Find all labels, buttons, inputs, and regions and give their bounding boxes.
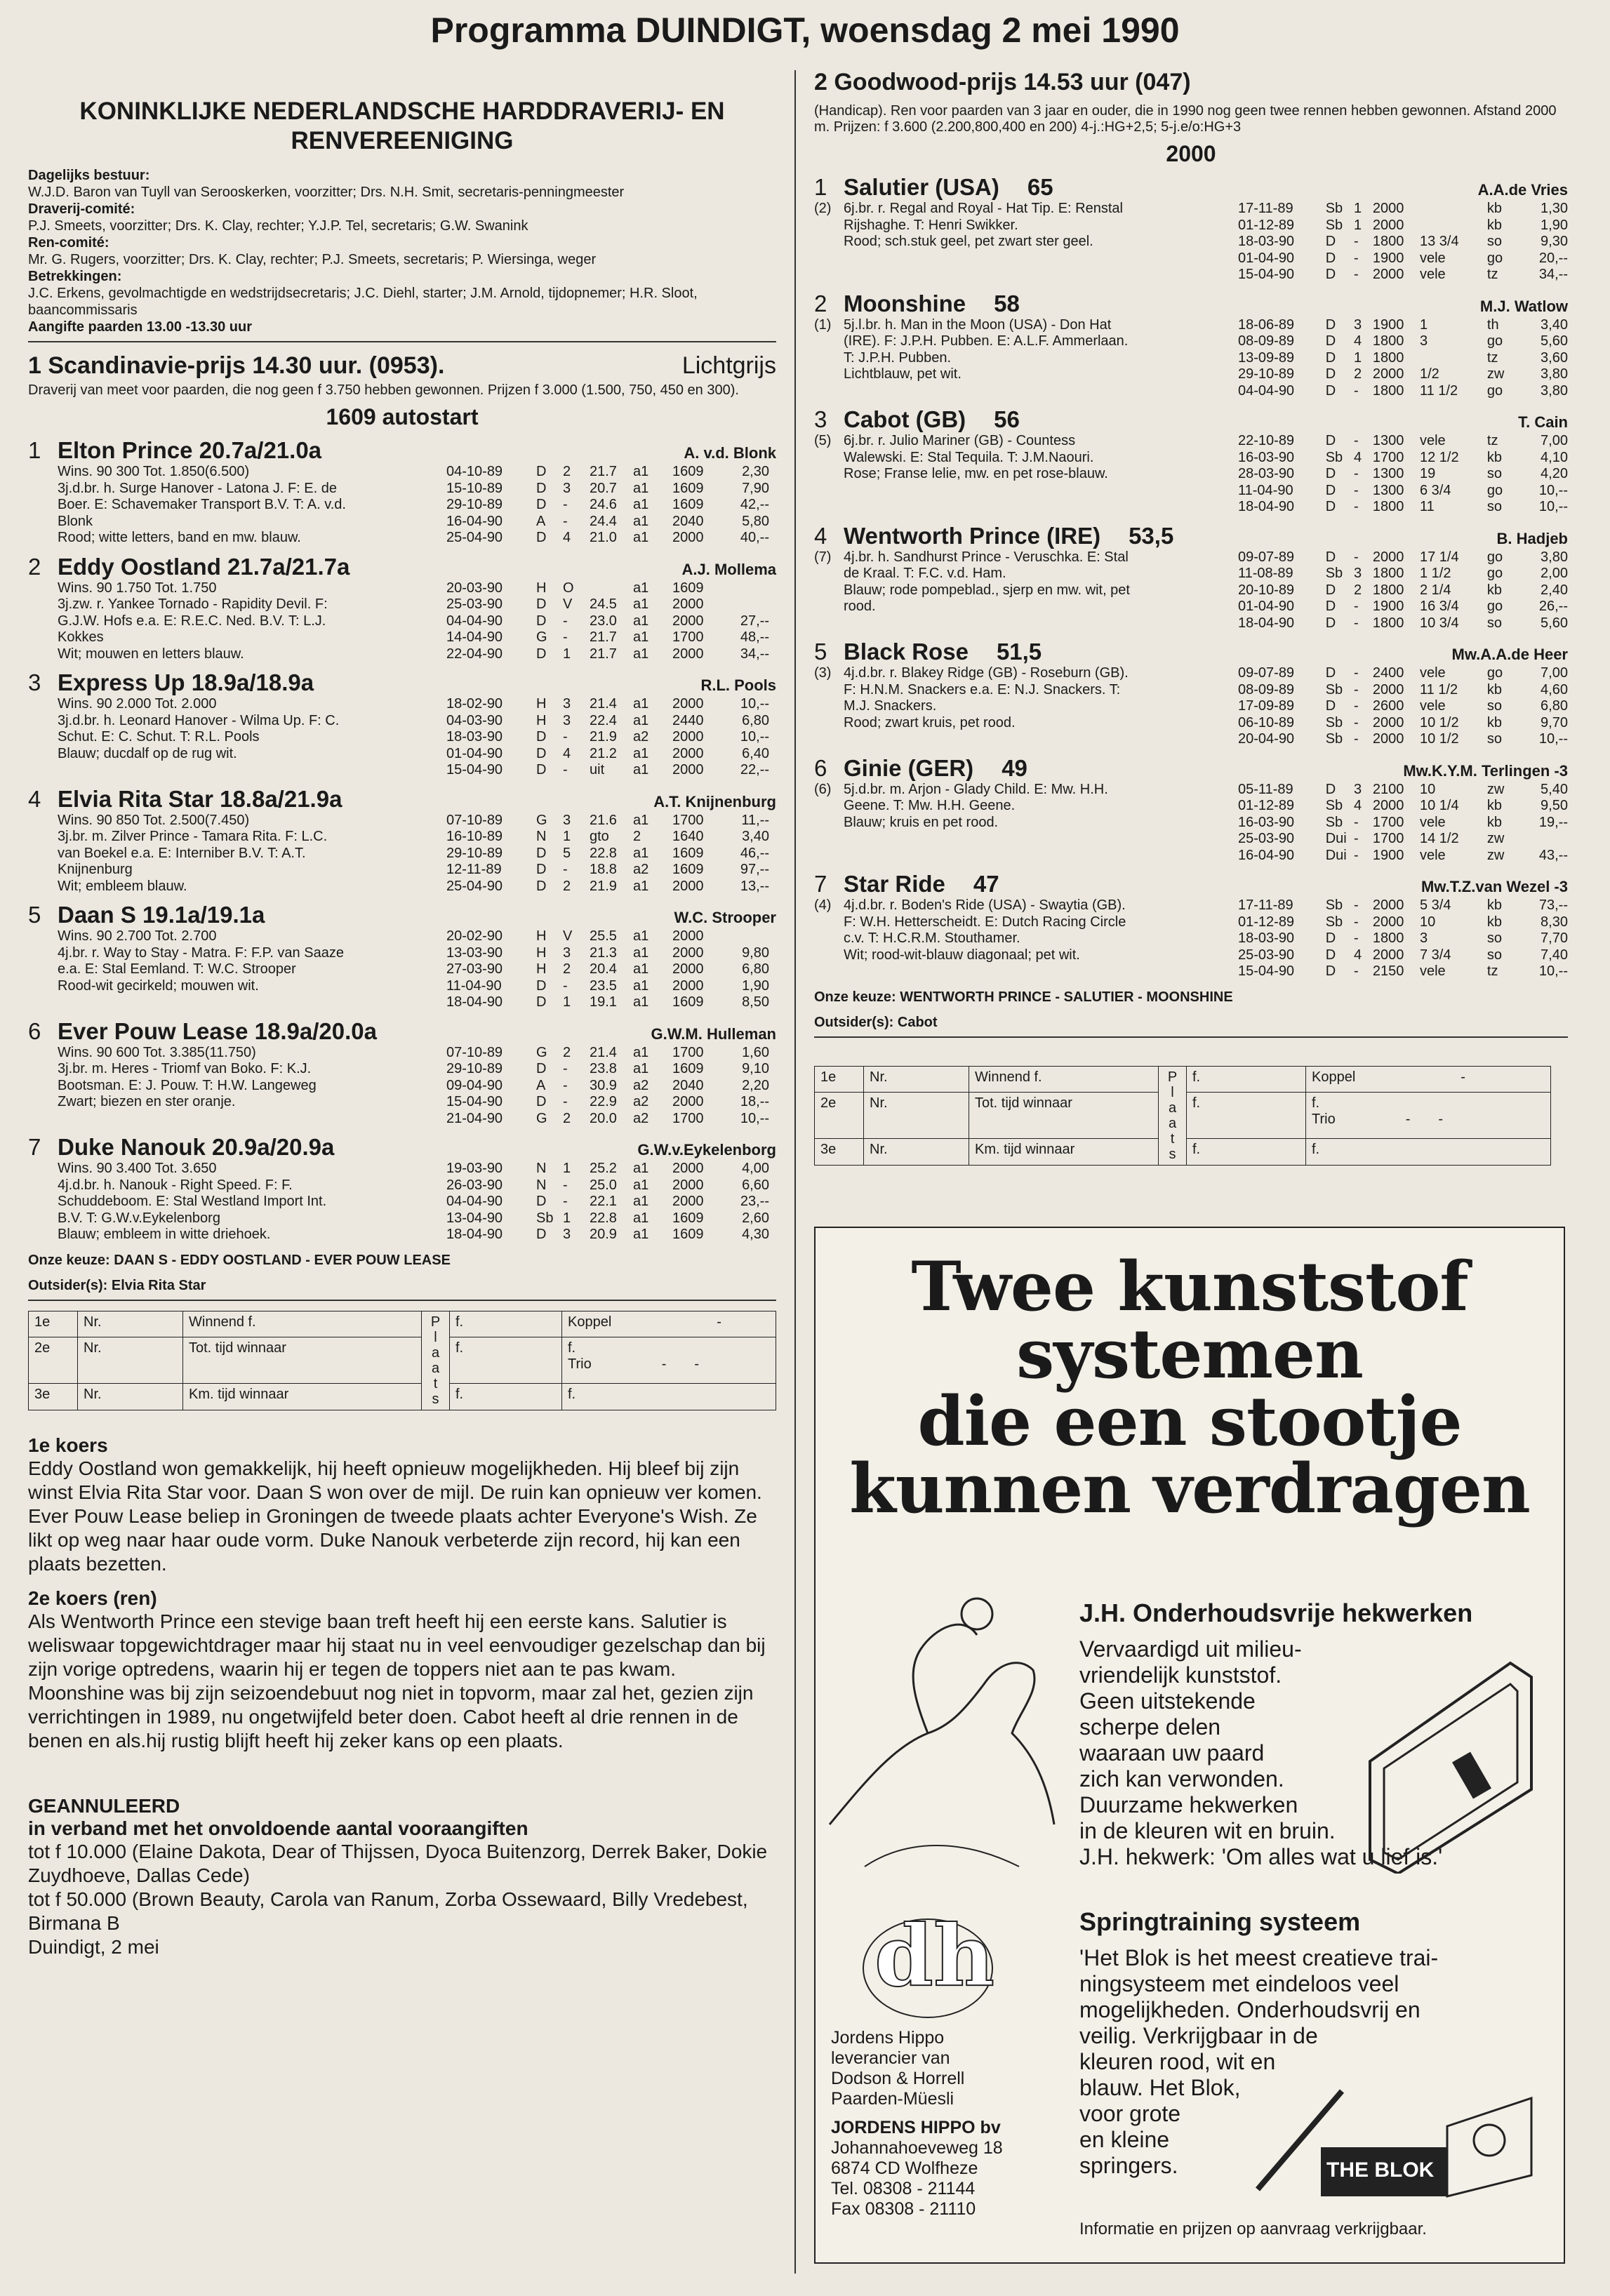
koers2-text: Als Wentworth Prince een stevige baan treft heeft hij een eerste kans. Salutier is weliswaar topgewichtdrager maar hij staat nu in veel eenvoudiger gezelschap dan bij zijn vorige optredens, waarin hij er tegen de toppers niet aan te pas kwam. Moonshine was bij zijn seizoendebuut nog niet in topvorm, maar zal het, gezien zijn verrichtingen in 1989, nu ongetwijfeld beter doen. Cabot heeft al drie rennen in de benen en als.hij rustig blijft heeft hij zeker kans op een plaats.	[28, 1610, 766, 1751]
result-row: 01-12-89 Sb - 2000 10 kb 8,30	[1238, 914, 1568, 930]
result-row: 26-03-90 N - 25.0 a1 2000 6,60	[446, 1177, 769, 1193]
bet-rank: 3e	[815, 1138, 864, 1165]
horse-results	[1238, 897, 1568, 980]
ad-sub1: J.H. Onderhoudsvrije hekwerken	[1079, 1598, 1473, 1627]
fence-icon	[1356, 1649, 1545, 1874]
result-row: 25-04-90 D 2 21.9 a1 2000 13,--	[446, 878, 769, 894]
ad-headline: Twee kunststof systemen die een stootje kunnen verdragen	[849, 1247, 1530, 1528]
bet-nr: Nr.	[864, 1093, 969, 1138]
result-row: 01-04-90 D - 1900 16 3/4 go 26,--	[1238, 599, 1568, 614]
bet-nr: Nr.	[864, 1138, 969, 1165]
horse-results	[446, 696, 776, 779]
result-row: 04-04-90 D - 23.0 a1 2000 27,--	[446, 613, 769, 629]
result-row: 20-02-90 H V 25.5 a1 2000	[446, 928, 704, 944]
bet-f: f.	[450, 1337, 562, 1383]
horse-entry	[814, 406, 1568, 516]
result-row: 18-03-90 D - 1800 13 3/4 so 9,30	[1238, 234, 1568, 249]
horse-post	[28, 928, 58, 1011]
ad-footer: Informatie en prijzen op aanvraag verkrijgbaar.	[1079, 2220, 1427, 2238]
result-row: 18-03-90 D - 21.9 a2 2000 10,--	[446, 729, 769, 745]
race2-distance: 2000	[1166, 141, 1216, 166]
horse-post	[28, 580, 58, 663]
dagelijks-text: W.J.D. Baron van Tuyll van Serooskerken, voorzitter; Drs. N.H. Smit, secretaris-penningmeester	[28, 185, 625, 200]
result-row: 18-03-90 D - 1800 3 so 7,70	[1238, 930, 1568, 946]
bet-f: f.	[450, 1311, 562, 1337]
horse-info: 5j.d.br. m. Arjon - Glady Child. E: Mw. H.H. Geene. T: Mw. H.H. Geene. Blauw; kruis en pet rood.	[844, 781, 1108, 830]
horse-driver: G.W.v.Eykelenborg	[637, 1141, 776, 1159]
horse-name: 6 Ever Pouw Lease 18.9a/20.0a	[28, 1017, 377, 1044]
divider	[28, 1300, 776, 1301]
advertisement	[814, 1227, 1565, 2264]
org-title: KONINKLIJKE NEDERLANDSCHE HARDDRAVERIJ- EN RENVEREENIGING	[79, 98, 725, 154]
horse-name: 5 Daan S 19.1a/19.1a	[28, 902, 265, 928]
result-row: 16-03-90 Sb 4 1700 12 1/2 kb 4,10	[1238, 449, 1568, 465]
horse-jumping-illustration	[823, 1572, 1075, 1881]
horse-post: (4)	[814, 897, 832, 913]
result-row: 20-10-89 D 2 1800 2 1/4 kb 2,40	[1238, 582, 1568, 598]
geannuleerd-section	[28, 1795, 776, 1959]
bet-table-race2	[814, 1066, 1551, 1166]
result-row: 18-06-89 D 3 1900 1 th 3,40	[1238, 316, 1568, 333]
horse-post	[28, 1161, 58, 1243]
horse-info: 6j.br. r. Julio Mariner (GB) - Countess Walewski. E: Stal Tequila. T: J.M.Naouri. Rose; Franse lelie, mw. en pet rose-blauw.	[844, 433, 1108, 481]
ad-sub2: Springtraining systeem	[1079, 1907, 1361, 1936]
geannuleerd-line1: tot f 10.000 (Elaine Dakota, Dear of Thijssen, Dyoca Buitenzorg, Derrek Baker, Dokie Zuydhoeve, Dallas Cede)	[28, 1840, 768, 1886]
horse-results	[1238, 201, 1568, 283]
horse-post: (2)	[814, 201, 832, 216]
bet-nr: Nr.	[78, 1383, 183, 1410]
geannuleerd-line3: Duindigt, 2 mei	[28, 1935, 159, 1958]
horse-info: 4j.br. h. Sandhurst Prince - Veruschka. E: Stal de Kraal. T: F.C. v.d. Ham. Blauw; rode pompeblad., sjerp en mw. wit, pet rood.	[844, 549, 1130, 614]
result-row: 25-04-90 D 4 21.0 a1 2000 40,--	[446, 530, 769, 545]
horse-results	[446, 580, 776, 663]
divider	[28, 341, 776, 342]
horse-results	[446, 464, 776, 547]
dagelijks-label: Dagelijks bestuur:	[28, 168, 150, 183]
horse-entry	[28, 669, 776, 779]
horse-name: 2 Eddy Oostland 21.7a/21.7a	[28, 553, 350, 580]
result-row: 17-11-89 Sb 1 2000 kb 1,30	[1238, 201, 1568, 216]
result-row: 07-10-89 G 2 21.4 a1 1700 1,60	[446, 1044, 769, 1060]
horse-info: Wins. 90 600 Tot. 3.385(11.750) 3j.br. m. Heres - Triomf van Boko. F: K.J. Bootsman. E: J. Pouw. T: H.W. Langeweg Zwart; biezen en ster oranje.	[58, 1044, 317, 1109]
horse-entry	[28, 1018, 776, 1128]
result-row: 04-03-90 H 3 22.4 a1 2440 6,80	[446, 712, 769, 728]
bet-rank: 1e	[29, 1311, 78, 1337]
bet-f: f.	[1187, 1093, 1306, 1138]
horse-post: (7)	[814, 549, 832, 565]
result-row: 15-04-90 D - uit a1 2000 22,--	[446, 762, 769, 777]
horse-driver: Mw.A.A.de Heer	[1451, 646, 1568, 663]
result-row: 20-03-90 H O a1 1609	[446, 580, 704, 596]
horse-entry	[28, 554, 776, 663]
race2-keuze: Onze keuze: WENTWORTH PRINCE - SALUTIER - MOONSHINE	[814, 989, 1233, 1005]
result-row: 01-12-89 Sb 1 2000 kb 1,90	[1238, 217, 1568, 233]
bet-trio: f. Trio - -	[562, 1337, 776, 1383]
result-row: 15-04-90 D - 2000 vele tz 34,--	[1238, 267, 1568, 282]
result-row: 19-03-90 N 1 25.2 a1 2000 4,00	[446, 1161, 769, 1176]
horse-driver: A.A.de Vries	[1477, 181, 1568, 199]
horse-entry	[28, 1134, 776, 1243]
result-row: 28-03-90 D - 1300 19 so 4,20	[1238, 466, 1568, 481]
horse-post: (3)	[814, 665, 832, 681]
geannuleerd-line2: tot f 50.000 (Brown Beauty, Carola van Ranum, Zorba Ossewaard, Billy Vredebest, Birmana B	[28, 1888, 748, 1934]
horse-name: 2 Moonshine	[814, 290, 966, 316]
bet-koppel: Koppel -	[562, 1311, 776, 1337]
horse-name: 4 Elvia Rita Star 18.8a/21.9a	[28, 785, 342, 812]
result-row: 04-04-90 D - 1800 11 1/2 go 3,80	[1238, 382, 1568, 399]
result-row: 14-04-90 G - 21.7 a1 1700 48,--	[446, 629, 769, 645]
result-row: 18-04-90 D 1 19.1 a1 1609 8,50	[446, 994, 769, 1010]
horse-info: 4j.d.br. r. Boden's Ride (USA) - Swaytia (GB). F: W.H. Hetterscheidt. E: Dutch Racing Circle c.v. T: H.C.R.M. Stouthamer. Wit; rood-wit-blauw diagonaal; pet wit.	[844, 897, 1126, 963]
horse-name: 7 Star Ride	[814, 871, 945, 897]
betrek-text: J.C. Erkens, gevolmachtigde en wedstrijdsecretaris; J.C. Diehl, starter; J.M. Arnold, tijdopnemer; H.R. Sloot, baancommissaris	[28, 286, 698, 318]
betrek-label: Betrekkingen:	[28, 269, 122, 284]
horse-driver: A.T. Knijnenburg	[653, 792, 776, 810]
horse-driver: T. Cain	[1518, 413, 1568, 431]
horse-post	[28, 1045, 58, 1128]
divider	[814, 1036, 1568, 1038]
result-row: 01-04-90 D 4 21.2 a1 2000 6,40	[446, 745, 769, 761]
horse-entry	[28, 902, 776, 1011]
bet-trio: f. Trio - -	[1306, 1093, 1551, 1138]
horse-results	[1238, 665, 1568, 748]
horse-name: 1 Elton Prince 20.7a/21.0a	[28, 437, 322, 463]
result-row: 09-04-90 A - 30.9 a2 2040 2,20	[446, 1077, 769, 1093]
bet-table-race1	[28, 1311, 776, 1410]
result-row: 29-10-89 D 2 2000 1/2 zw 3,80	[1238, 366, 1568, 382]
horse-info: Wins. 90 2.000 Tot. 2.000 3j.d.br. h. Leonard Hanover - Wilma Up. F: C. Schut. E: C. Schut. T: R.L. Pools Blauw; ducdalf op de rug wit.	[58, 696, 340, 761]
ad-text2: 'Het Blok is het meest creatieve trai- ningsysteem met eindeloos veel mogelijkheden. Onderhoudsvrij en veilig. Verkrijgbaar in de kleuren rood, wit en blauw. Het Blok, voor grote en kleine springers.	[1079, 1945, 1439, 2178]
horse-driver: W.C. Strooper	[674, 909, 776, 926]
result-row: 18-04-90 D - 1800 10 3/4 so 5,60	[1238, 615, 1568, 631]
result-row: 07-10-89 G 3 21.6 a1 1700 11,--	[446, 812, 769, 828]
koers1-head: 1e koers	[28, 1434, 108, 1456]
horse-info: Wins. 90 850 Tot. 2.500(7.450) 3j.br. m. Zilver Prince - Tamara Rita. F: L.C. van Boekel e.a. E: Interniber B.V. T: A.T. Knijnenburg Wit; embleem blauw.	[58, 812, 328, 894]
result-row: 27-03-90 H 2 20.4 a1 2000 6,80	[446, 961, 769, 977]
result-row: 13-03-90 H 3 21.3 a1 2000 9,80	[446, 945, 769, 961]
result-row: 12-11-89 D - 18.8 a2 1609 97,--	[446, 862, 769, 877]
result-row: 15-04-90 D - 2150 vele tz 10,--	[1238, 963, 1568, 979]
horse-entry	[814, 871, 1568, 980]
bet-plaats: P l a a t s	[1159, 1066, 1187, 1165]
horse-entry	[28, 437, 776, 547]
geannuleerd-sub: in verband met het onvoldoende aantal vooraangiften	[28, 1817, 528, 1839]
result-row: 08-09-89 Sb - 2000 11 1/2 kb 4,60	[1238, 681, 1568, 698]
horse-weight: 49	[1002, 754, 1027, 781]
bet-km-tijd: Km. tijd winnaar	[969, 1138, 1159, 1165]
koers1-text: Eddy Oostland won gemakkelijk, hij heeft opnieuw mogelijkheden. Hij bleef bij zijn winst Elvia Rita Star voor. Daan S won over de mijl. De ruin kan opnieuw ver komen. Ever Pouw Lease beliep in Groningen de tweede plaats achter Everyone's Wish. Ze likt op weg naar haar oude vorm. Duke Nanouk verbeterde zijn record, hij kan een plaats bezetten.	[28, 1457, 762, 1575]
ren-label: Ren-comité:	[28, 235, 109, 251]
ad-text1: Vervaardigd uit milieu- vriendelijk kunststof. Geen uitstekende scherpe delen waaraan uw paard zich kan verwonden. Duurzame hekwerken in de kleuren wit en bruin. J.H. hekwerk: 'Om alles wat u lief is.'	[1079, 1636, 1443, 1869]
result-row: 01-12-89 Sb 4 2000 10 1/4 kb 9,50	[1238, 798, 1568, 813]
horse-weight: 56	[994, 406, 1020, 432]
result-row: 16-04-90 A - 24.4 a1 2040 5,80	[446, 513, 769, 529]
horse-driver: B. Hadjeb	[1496, 529, 1568, 547]
horse-info: Wins. 90 300 Tot. 1.850(6.500) 3j.d.br. h. Surge Hanover - Latona J. F: E. de Boer. E: Schavemaker Transport B.V. T: A. v.d. Blonk Rood; witte letters, band en mw. blauw.	[58, 464, 346, 545]
horse-results	[446, 813, 776, 895]
bet-plaats: P l a a t s	[422, 1311, 450, 1410]
horse-weight: 65	[1027, 174, 1053, 200]
horse-info: Wins. 90 2.700 Tot. 2.700 4j.br. r. Way to Stay - Matra. F: F.P. van Saaze e.a. E: Stal Eemland. T: W.C. Strooper Rood-wit gecirkeld; mouwen wit.	[58, 928, 344, 994]
race1-distance: 1609 autostart	[326, 404, 479, 429]
result-row: 29-10-89 D - 24.6 a1 1609 42,--	[446, 497, 769, 512]
result-row: 25-03-90 Dui - 1700 14 1/2 zw	[1238, 831, 1505, 846]
result-row: 17-09-89 D - 2600 vele so 6,80	[1238, 698, 1568, 714]
horse-results	[1238, 782, 1568, 865]
result-row: 17-11-89 Sb - 2000 5 3/4 kb 73,--	[1238, 897, 1568, 913]
horse-results	[1238, 433, 1568, 516]
race2-desc: (Handicap). Ren voor paarden van 3 jaar en ouder, die in 1990 nog geen twee rennen hebben gewonnen. Afstand 2000 m. Prijzen: f 3.600 (2.200,800,400 en 200) 4-j.:HG+2,5; 5-j.e/o:HG+3	[814, 103, 1557, 135]
horse-name: 3 Express Up 18.9a/18.9a	[28, 669, 314, 695]
horse-entry	[814, 755, 1568, 865]
horse-post: (6)	[814, 781, 832, 797]
page-title: Programma DUINDIGT, woensdag 2 mei 1990	[430, 11, 1180, 50]
race2-title: 2 Goodwood-prijs 14.53 uur (047)	[814, 69, 1191, 95]
horse-results	[446, 1045, 776, 1128]
horse-name: 7 Duke Nanouk 20.9a/20.9a	[28, 1134, 335, 1160]
result-row: 13-04-90 Sb 1 22.8 a1 1609 2,60	[446, 1210, 769, 1226]
draverij-text: P.J. Smeets, voorzitter; Drs. K. Clay, rechter; Y.J.P. Tel, secretaris; G.W. Swanink	[28, 218, 528, 234]
org-block	[28, 167, 776, 335]
result-row: 22-04-90 D 1 21.7 a1 2000 34,--	[446, 646, 769, 662]
bet-rank: 2e	[815, 1093, 864, 1138]
draverij-label: Draverij-comité:	[28, 201, 135, 217]
koers2-head: 2e koers (ren)	[28, 1587, 157, 1609]
horse-entry	[814, 291, 1568, 400]
race2-outsider: Outsider(s): Cabot	[814, 1014, 938, 1030]
horse-weight: 47	[973, 871, 999, 897]
jordens-name: JORDENS HIPPO bv	[831, 2118, 1001, 2137]
result-row: 22-10-89 D - 1300 vele tz 7,00	[1238, 433, 1568, 448]
result-row: 16-03-90 Sb - 1700 vele kb 19,--	[1238, 814, 1568, 830]
horse-driver: R.L. Pools	[700, 676, 776, 694]
result-row: 18-04-90 D - 1800 11 so 10,--	[1238, 499, 1568, 514]
horse-entry	[814, 174, 1568, 283]
result-row: 29-10-89 D - 23.8 a1 1609 9,10	[446, 1061, 769, 1076]
horse-entry	[814, 523, 1568, 632]
horse-post: (5)	[814, 433, 832, 448]
bet-rank: 2e	[29, 1337, 78, 1383]
result-row: 08-09-89 D 4 1800 3 go 5,60	[1238, 333, 1568, 349]
bet-f: f.	[450, 1383, 562, 1410]
left-column	[28, 69, 776, 1959]
race1-horse-list	[28, 437, 776, 1243]
result-row: 11-04-90 D - 1300 6 3/4 go 10,--	[1238, 482, 1568, 498]
result-row: 15-04-90 D - 22.9 a2 2000 18,--	[446, 1094, 769, 1109]
result-row: 18-04-90 D 3 20.9 a1 1609 4,30	[446, 1227, 769, 1242]
horse-entry	[814, 639, 1568, 748]
horse-results	[446, 1161, 776, 1243]
race1-outsider: Outsider(s): Elvia Rita Star	[28, 1277, 206, 1293]
result-row: 05-11-89 D 3 2100 10 zw 5,40	[1238, 781, 1568, 797]
bet-f: f.	[1306, 1138, 1551, 1165]
race1-color: Lichtgrijs	[681, 352, 776, 379]
koers2-section	[28, 1587, 776, 1753]
koers1-section	[28, 1434, 776, 1576]
horse-name: 4 Wentworth Prince (IRE)	[814, 522, 1101, 549]
bet-km-tijd: Km. tijd winnaar	[183, 1383, 422, 1410]
horse-name: 1 Salutier (USA)	[814, 174, 999, 200]
bet-winnend: Winnend f.	[183, 1311, 422, 1337]
horse-info: Wins. 90 3.400 Tot. 3.650 4j.d.br. h. Nanouk - Right Speed. F: F. Schuddeboom. E: Stal Westland Import Int. B.V. T: G.W.v.Eykelenborg Blauw; embleem in witte driehoek.	[58, 1161, 327, 1242]
bet-nr: Nr.	[78, 1337, 183, 1383]
horse-name: 5 Black Rose	[814, 639, 969, 665]
result-row: 13-09-89 D 1 1800 tz 3,60	[1238, 349, 1568, 366]
result-row: 11-04-90 D - 23.5 a1 2000 1,90	[446, 977, 769, 994]
bet-rank: 3e	[29, 1383, 78, 1410]
horse-entry	[28, 786, 776, 895]
race1-header	[28, 352, 776, 380]
horse-post	[28, 464, 58, 547]
horse-name: 6 Ginie (GER)	[814, 754, 974, 781]
result-row: 06-10-89 Sb - 2000 10 1/2 kb 9,70	[1238, 714, 1568, 730]
horse-info: 6j.br. r. Regal and Royal - Hat Tip. E: Renstal Rijshaghe. T: Henri Swikker. Rood; sch.stuk geel, pet zwart ster geel.	[844, 201, 1123, 249]
result-row: 11-08-89 Sb 3 1800 1 1/2 go 2,00	[1238, 566, 1568, 581]
horse-post	[28, 813, 58, 895]
horse-driver: G.W.M. Hulleman	[651, 1024, 776, 1043]
result-row: 21-04-90 G 2 20.0 a2 1700 10,--	[446, 1110, 769, 1126]
race1-keuze: Onze keuze: DAAN S - EDDY OOSTLAND - EVER POUW LEASE	[28, 1252, 451, 1268]
horse-driver: Mw.K.Y.M. Terlingen -3	[1403, 761, 1568, 780]
race1-title: 1 Scandinavie-prijs 14.30 uur. (0953).	[28, 352, 445, 379]
horse-post	[28, 696, 58, 779]
bet-f: f.	[562, 1383, 776, 1410]
race2-horse-list	[814, 174, 1568, 980]
horse-weight: 58	[994, 290, 1020, 316]
horse-results	[1238, 549, 1568, 632]
horse-driver: M.J. Watlow	[1479, 297, 1568, 315]
horse-info: 4j.d.br. r. Blakey Ridge (GB) - Roseburn (GB). F: H.N.M. Snackers e.a. E: N.J. Snackers. T: M.J. Snackers. Rood; zwart kruis, pet rood.	[844, 665, 1129, 730]
bet-winnend: Winnend f.	[969, 1066, 1159, 1093]
result-row: 20-04-90 Sb - 2000 10 1/2 so 10,--	[1238, 731, 1568, 747]
ren-text: Mr. G. Rugers, voorzitter; Drs. K. Clay, rechter; P.J. Smeets, secretaris; P. Wiersinga, weger	[28, 252, 597, 267]
bet-f: f.	[1187, 1066, 1306, 1093]
result-row: 01-04-90 D - 1900 vele go 20,--	[1238, 250, 1568, 266]
result-row: 04-10-89 D 2 21.7 a1 1609 2,30	[446, 464, 769, 479]
jordens-block: Jordens Hippo leverancier van Dodson & Horrell Paarden-Müesli JORDENS HIPPO bv Johannahoeveweg 18 6874 CD Wolfheze Tel. 08308 - 21144 Fax 08308 - 21110	[831, 2028, 1003, 2219]
horse-driver: Mw.T.Z.van Wezel -3	[1421, 878, 1568, 895]
result-row: 09-07-89 D - 2400 vele go 7,00	[1238, 665, 1568, 681]
result-row: 16-10-89 N 1 gto 2 1640 3,40	[446, 829, 769, 844]
aangifte-text: Aangifte paarden 13.00 -13.30 uur	[28, 319, 253, 335]
bet-tot-tijd: Tot. tijd winnaar	[183, 1337, 422, 1383]
horse-results	[446, 928, 776, 1011]
result-row: 29-10-89 D 5 22.8 a1 1609 46,--	[446, 845, 769, 861]
horse-weight: 51,5	[996, 639, 1042, 665]
right-column	[814, 69, 1568, 1166]
column-divider	[794, 70, 796, 2274]
geannuleerd-head: GEANNULEERD	[28, 1794, 180, 1817]
blok-product-icon	[1251, 2084, 1552, 2203]
result-row: 16-04-90 Dui - 1900 vele zw 43,--	[1238, 847, 1568, 863]
bet-koppel: Koppel -	[1306, 1066, 1551, 1093]
result-row: 15-10-89 D 3 20.7 a1 1609 7,90	[446, 480, 769, 496]
horse-post: (1)	[814, 316, 832, 333]
horse-driver: A. v.d. Blonk	[684, 444, 776, 462]
horse-driver: A.J. Mollema	[681, 560, 776, 578]
result-row: 18-02-90 H 3 21.4 a1 2000 10,--	[446, 696, 769, 712]
bet-nr: Nr.	[864, 1066, 969, 1093]
blok-product: THE BLOK	[1251, 2084, 1552, 2203]
result-row: 04-04-90 D - 22.1 a1 2000 23,--	[446, 1194, 769, 1209]
bet-rank: 1e	[815, 1066, 864, 1093]
horse-results	[1238, 317, 1568, 400]
bet-tot-tijd: Tot. tijd winnaar	[969, 1093, 1159, 1138]
result-row: 09-07-89 D - 2000 17 1/4 go 3,80	[1238, 549, 1568, 565]
horse-info: 5j.l.br. h. Man in the Moon (USA) - Don Hat (IRE). F: J.P.H. Pubben. E: A.L.F. Ammerlaan. T: J.P.H. Pubben. Lichtblauw, pet wit.	[844, 316, 1129, 382]
bet-f: f.	[1187, 1138, 1306, 1165]
dh-logo: dh	[858, 1902, 998, 2021]
result-row: 25-03-90 D 4 2000 7 3/4 so 7,40	[1238, 947, 1568, 963]
bet-nr: Nr.	[78, 1311, 183, 1337]
result-row: 25-03-90 D V 24.5 a1 2000	[446, 596, 704, 612]
horse-name: 3 Cabot (GB)	[814, 406, 966, 432]
race1-desc: Draverij van meet voor paarden, die nog geen f 3.750 hebben gewonnen. Prijzen f 3.000 (1.500, 750, 450 en 300).	[28, 382, 739, 398]
horse-weight: 53,5	[1129, 522, 1174, 549]
horse-info: Wins. 90 1.750 Tot. 1.750 3j.zw. r. Yankee Tornado - Rapidity Devil. F: G.J.W. Hofs e.a. E: R.E.C. Ned. B.V. T: L.J. Kokkes Wit; mouwen en letters blauw.	[58, 580, 328, 662]
